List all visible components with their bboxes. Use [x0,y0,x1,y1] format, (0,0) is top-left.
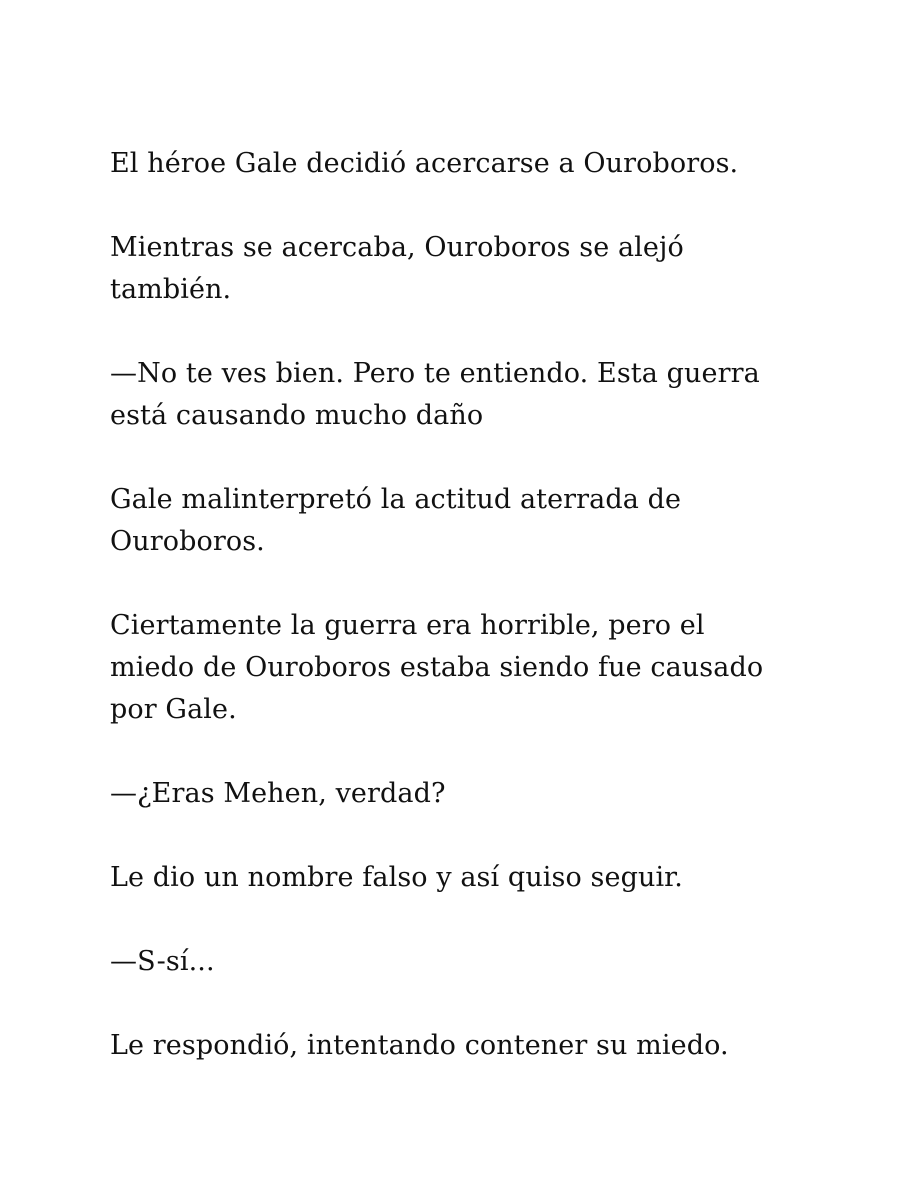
paragraph: —No te ves bien. Pero te entiendo. Esta guerra está causando mucho daño [110,358,760,431]
paragraph: —¿Eras Mehen, verdad? [110,778,446,809]
body-text [110,143,790,1109]
paragraph: —S-sí... [110,946,215,977]
paragraph: El héroe Gale decidió acercarse a Ouroboros. [110,148,739,179]
paragraph: Le dio un nombre falso y así quiso seguir. [110,862,683,893]
paragraph: Ciertamente la guerra era horrible, pero el miedo de Ouroboros estaba siendo fue causado por Gale. [110,610,764,725]
paragraph: Le respondió, intentando contener su miedo. [110,1030,729,1061]
paragraph: Gale malinterpretó la actitud aterrada de Ouroboros. [110,484,682,557]
paragraph: Mientras se acercaba, Ouroboros se alejó también. [110,232,684,305]
